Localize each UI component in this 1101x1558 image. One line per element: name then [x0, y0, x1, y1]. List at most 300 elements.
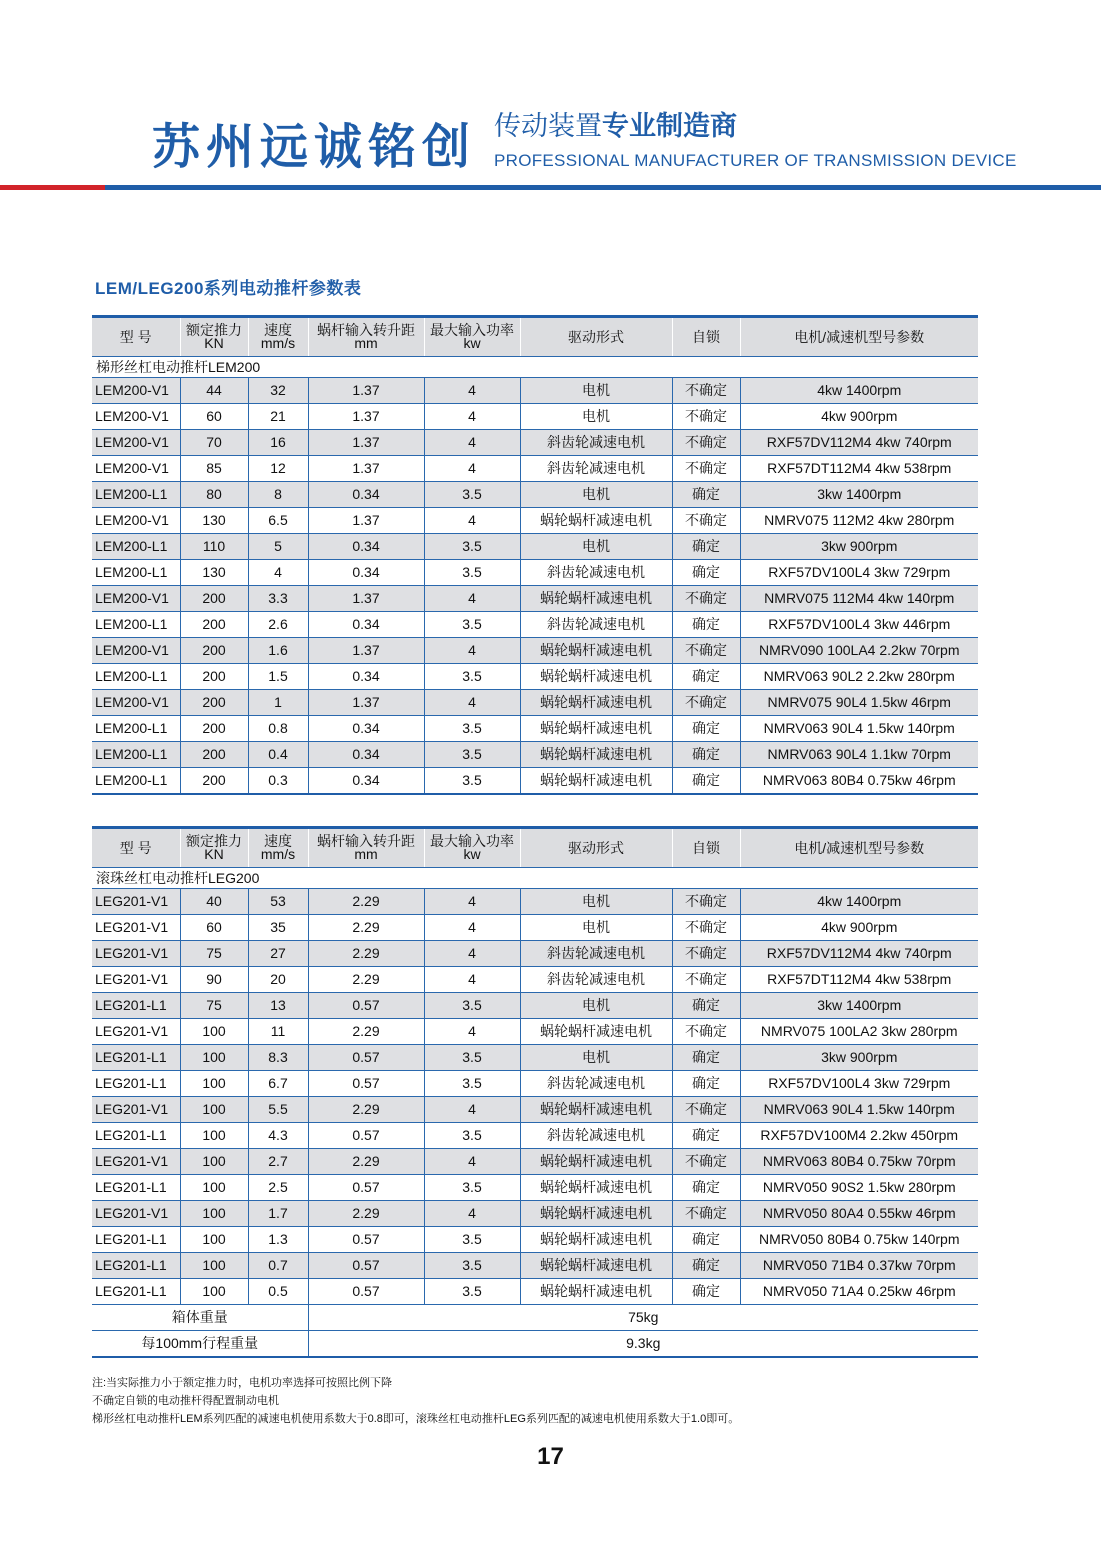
- table-cell: 0.7: [248, 1253, 308, 1279]
- table-cell: 2.29: [308, 1149, 424, 1175]
- table-cell: 电机: [520, 889, 672, 915]
- table-cell: NMRV075 90L4 1.5kw 46rpm: [740, 690, 978, 716]
- table-row: [92, 1253, 978, 1279]
- table-cell: 4: [424, 456, 520, 482]
- group-label: 梯形丝杠电动推杆LEM200: [92, 357, 978, 378]
- column-header-unit: KN: [204, 846, 224, 862]
- table-cell: 电机: [520, 404, 672, 430]
- table-cell: 4: [424, 889, 520, 915]
- table-cell: 2.29: [308, 1019, 424, 1045]
- column-header: [92, 829, 180, 868]
- table-cell: 2.29: [308, 889, 424, 915]
- table-cell: RXF57DT112M4 4kw 538rpm: [740, 456, 978, 482]
- table-cell: 确定: [672, 1253, 740, 1279]
- tagline-en: PROFESSIONAL MANUFACTURER OF TRANSMISSION DEVICE: [494, 151, 1017, 170]
- table-cell: 不确定: [672, 508, 740, 534]
- column-header: [672, 318, 740, 357]
- column-header-label: 型 号: [119, 328, 152, 345]
- table-row: [92, 1201, 978, 1227]
- table-cell: NMRV050 80A4 0.55kw 46rpm: [740, 1201, 978, 1227]
- table-cell: 斜齿轮减速电机: [520, 456, 672, 482]
- table-cell: 200: [180, 690, 248, 716]
- table-cell: 确定: [672, 1279, 740, 1305]
- table-cell: 2.29: [308, 1201, 424, 1227]
- column-header-unit: kw: [463, 846, 481, 862]
- table-row: [92, 915, 978, 941]
- table-cell: NMRV063 80B4 0.75kw 46rpm: [740, 768, 978, 795]
- column-header: [740, 829, 978, 868]
- table-cell: 1.5: [248, 664, 308, 690]
- column-header: [520, 829, 672, 868]
- table-cell: 电机: [520, 993, 672, 1019]
- table-cell: LEG201-L1: [92, 993, 180, 1019]
- table-cell: 2.5: [248, 1175, 308, 1201]
- table-row: [92, 586, 978, 612]
- table-cell: 0.57: [308, 1045, 424, 1071]
- table-cell: 11: [248, 1019, 308, 1045]
- table-cell: 蜗轮蜗杆减速电机: [520, 1279, 672, 1305]
- table-cell: 不确定: [672, 915, 740, 941]
- column-header-label: 额定推力: [186, 322, 242, 338]
- table-cell: NMRV050 80B4 0.75kw 140rpm: [740, 1227, 978, 1253]
- table-cell: 斜齿轮减速电机: [520, 612, 672, 638]
- table-cell: 53: [248, 889, 308, 915]
- table-row: [92, 1175, 978, 1201]
- table-cell: LEM200-L1: [92, 560, 180, 586]
- table-cell: 8: [248, 482, 308, 508]
- table-cell: 蜗轮蜗杆减速电机: [520, 742, 672, 768]
- table-cell: 确定: [672, 1175, 740, 1201]
- table-cell: 1.37: [308, 404, 424, 430]
- table-cell: 200: [180, 664, 248, 690]
- table-cell: 电机: [520, 482, 672, 508]
- table-cell: 3.5: [424, 768, 520, 795]
- table-cell: 1.37: [308, 456, 424, 482]
- column-header-label: 蜗杆输入转升距: [317, 833, 415, 849]
- table-cell: 3.5: [424, 1279, 520, 1305]
- table-cell: RXF57DV100M4 2.2kw 450rpm: [740, 1123, 978, 1149]
- table-cell: 3.5: [424, 716, 520, 742]
- table-cell: 3.5: [424, 993, 520, 1019]
- table-cell: 3.5: [424, 560, 520, 586]
- table-cell: 1: [248, 690, 308, 716]
- table-row: [92, 560, 978, 586]
- note-line: 注:当实际推力小于额定推力时，电机功率选择可按照比例下降: [92, 1377, 393, 1389]
- table-cell: 电机: [520, 1045, 672, 1071]
- footnotes: [92, 1374, 739, 1428]
- table-row: [92, 612, 978, 638]
- table-row: [92, 889, 978, 915]
- table-cell: 0.34: [308, 560, 424, 586]
- table-cell: 不确定: [672, 456, 740, 482]
- table-row: [92, 941, 978, 967]
- table-row: [92, 456, 978, 482]
- table-cell: NMRV090 100LA4 2.2kw 70rpm: [740, 638, 978, 664]
- table-cell: NMRV050 71A4 0.25kw 46rpm: [740, 1279, 978, 1305]
- column-header-unit: mm: [354, 846, 378, 862]
- table-cell: 3kw 900rpm: [740, 1045, 978, 1071]
- table-cell: 35: [248, 915, 308, 941]
- table-cell: LEM200-V1: [92, 586, 180, 612]
- table-cell: LEG201-V1: [92, 1019, 180, 1045]
- table-cell: 4kw 1400rpm: [740, 378, 978, 404]
- column-header: [180, 829, 248, 868]
- column-header-label: 驱动形式: [568, 328, 624, 345]
- table-row: [92, 664, 978, 690]
- table-cell: 3.5: [424, 482, 520, 508]
- table-cell: 蜗轮蜗杆减速电机: [520, 508, 672, 534]
- table-cell: 3.5: [424, 1123, 520, 1149]
- table-cell: 0.3: [248, 768, 308, 795]
- table-row: [92, 690, 978, 716]
- table-cell: 12: [248, 456, 308, 482]
- table-cell: 0.57: [308, 993, 424, 1019]
- table-cell: 确定: [672, 482, 740, 508]
- table-cell: 0.57: [308, 1253, 424, 1279]
- column-header-label: 额定推力: [186, 833, 242, 849]
- table-cell: RXF57DV100L4 3kw 729rpm: [740, 1071, 978, 1097]
- table-cell: 70: [180, 430, 248, 456]
- table-cell: 4: [424, 404, 520, 430]
- table-cell: 110: [180, 534, 248, 560]
- table-cell: 21: [248, 404, 308, 430]
- tagline-light: 传动装置: [494, 111, 602, 141]
- table-cell: LEM200-L1: [92, 716, 180, 742]
- column-header-unit: mm: [354, 335, 378, 351]
- table-cell: 100: [180, 1201, 248, 1227]
- table-cell: 不确定: [672, 638, 740, 664]
- table-cell: LEG201-V1: [92, 941, 180, 967]
- table-cell: 不确定: [672, 967, 740, 993]
- table-cell: NMRV063 90L4 1.5kw 140rpm: [740, 1097, 978, 1123]
- column-header-label: 速度: [264, 833, 292, 849]
- table-cell: RXF57DV112M4 4kw 740rpm: [740, 430, 978, 456]
- table-cell: 0.34: [308, 768, 424, 795]
- section-title: LEM/LEG200系列电动推杆参数表: [95, 279, 362, 298]
- table-cell: 蜗轮蜗杆减速电机: [520, 1175, 672, 1201]
- table-cell: 40: [180, 889, 248, 915]
- table-cell: 4: [424, 941, 520, 967]
- table-cell: 100: [180, 1123, 248, 1149]
- table-cell: 4: [424, 1149, 520, 1175]
- column-header: [248, 318, 308, 357]
- column-header-label: 速度: [264, 322, 292, 338]
- table-cell: LEM200-V1: [92, 430, 180, 456]
- table-cell: LEM200-L1: [92, 482, 180, 508]
- table-cell: 85: [180, 456, 248, 482]
- table-cell: 3kw 1400rpm: [740, 482, 978, 508]
- table-cell: 27: [248, 941, 308, 967]
- table-cell: LEM200-V1: [92, 378, 180, 404]
- table-cell: LEG201-V1: [92, 889, 180, 915]
- table-cell: 0.57: [308, 1175, 424, 1201]
- table-cell: 100: [180, 1149, 248, 1175]
- table-cell: LEG201-L1: [92, 1071, 180, 1097]
- column-header-label: 自锁: [692, 839, 720, 856]
- table-cell: LEM200-L1: [92, 534, 180, 560]
- table-cell: LEM200-V1: [92, 690, 180, 716]
- table-cell: 100: [180, 1019, 248, 1045]
- table-cell: 斜齿轮减速电机: [520, 1071, 672, 1097]
- table-cell: 130: [180, 508, 248, 534]
- page-header: [0, 0, 1101, 200]
- column-header-label: 驱动形式: [568, 839, 624, 856]
- table-cell: 0.57: [308, 1071, 424, 1097]
- table-row: [92, 993, 978, 1019]
- column-header-unit: KN: [204, 335, 224, 351]
- table-cell: 4: [424, 508, 520, 534]
- table-cell: 斜齿轮减速电机: [520, 967, 672, 993]
- table-cell: 确定: [672, 993, 740, 1019]
- column-header: [740, 318, 978, 357]
- table-row: [92, 1097, 978, 1123]
- table-cell: 蜗轮蜗杆减速电机: [520, 1253, 672, 1279]
- table-cell: 4: [424, 378, 520, 404]
- table-cell: 斜齿轮减速电机: [520, 430, 672, 456]
- table-cell: LEG201-L1: [92, 1227, 180, 1253]
- table-row: [92, 1045, 978, 1071]
- table-cell: 0.34: [308, 534, 424, 560]
- table-cell: 3.5: [424, 742, 520, 768]
- table-cell: 130: [180, 560, 248, 586]
- table-cell: 75: [180, 993, 248, 1019]
- table-cell: 100: [180, 1279, 248, 1305]
- table-cell: 不确定: [672, 586, 740, 612]
- table-cell: 1.37: [308, 378, 424, 404]
- column-header: [520, 318, 672, 357]
- table-cell: 0.34: [308, 716, 424, 742]
- table-cell: LEG201-L1: [92, 1123, 180, 1149]
- table-cell: 200: [180, 768, 248, 795]
- table-row: [92, 1123, 978, 1149]
- table-cell: 电机: [520, 534, 672, 560]
- table-cell: 蜗轮蜗杆减速电机: [520, 638, 672, 664]
- table-row: [92, 378, 978, 404]
- table-cell: 2.29: [308, 1097, 424, 1123]
- table-cell: 电机: [520, 378, 672, 404]
- column-header: [180, 318, 248, 357]
- column-header-unit: kw: [463, 335, 481, 351]
- group-label: 滚珠丝杠电动推杆LEG200: [92, 868, 978, 889]
- table-row: [92, 1149, 978, 1175]
- table-cell: NMRV075 112M4 4kw 140rpm: [740, 586, 978, 612]
- table-row: [92, 1279, 978, 1305]
- table-cell: LEM200-V1: [92, 508, 180, 534]
- table-cell: 4: [424, 1019, 520, 1045]
- table-cell: 4kw 900rpm: [740, 915, 978, 941]
- column-header: [92, 318, 180, 357]
- table-cell: 0.34: [308, 664, 424, 690]
- summary-row: [92, 1331, 978, 1358]
- lem200-spec-table: [92, 315, 978, 795]
- table-cell: 确定: [672, 612, 740, 638]
- table-cell: 确定: [672, 1123, 740, 1149]
- table-cell: 3kw 1400rpm: [740, 993, 978, 1019]
- table-cell: 3.5: [424, 1071, 520, 1097]
- table-cell: 3.5: [424, 1175, 520, 1201]
- table-cell: 不确定: [672, 430, 740, 456]
- table-cell: 确定: [672, 560, 740, 586]
- company-name: 苏州远诚铭创: [152, 119, 477, 175]
- header-row: [92, 318, 978, 357]
- table-row: [92, 534, 978, 560]
- table-cell: 1.7: [248, 1201, 308, 1227]
- table-cell: 20: [248, 967, 308, 993]
- table-cell: 6.5: [248, 508, 308, 534]
- table-cell: 蜗轮蜗杆减速电机: [520, 664, 672, 690]
- table-cell: 斜齿轮减速电机: [520, 560, 672, 586]
- table-cell: 蜗轮蜗杆减速电机: [520, 690, 672, 716]
- table-cell: 不确定: [672, 1149, 740, 1175]
- table-cell: 蜗轮蜗杆减速电机: [520, 1097, 672, 1123]
- table-cell: 200: [180, 638, 248, 664]
- table-cell: 3.5: [424, 1253, 520, 1279]
- table-cell: NMRV063 90L4 1.5kw 140rpm: [740, 716, 978, 742]
- table-cell: NMRV063 80B4 0.75kw 70rpm: [740, 1149, 978, 1175]
- table-row: [92, 1071, 978, 1097]
- table-cell: 4: [424, 638, 520, 664]
- table-cell: NMRV050 90S2 1.5kw 280rpm: [740, 1175, 978, 1201]
- table-cell: LEM200-V1: [92, 638, 180, 664]
- table-row: [92, 716, 978, 742]
- table-cell: 2.29: [308, 915, 424, 941]
- table-cell: 不确定: [672, 1201, 740, 1227]
- table-cell: RXF57DV100L4 3kw 446rpm: [740, 612, 978, 638]
- table-cell: 0.34: [308, 742, 424, 768]
- tagline-cn: [494, 104, 737, 143]
- note-line: 梯形丝杠电动推杆LEM系列匹配的减速电机使用系数大于0.8即可，滚珠丝杠电动推杆LEG系列匹配的减速电机使用系数大于1.0即可。: [92, 1413, 740, 1425]
- table-cell: 确定: [672, 534, 740, 560]
- table-cell: 4: [424, 915, 520, 941]
- column-header-label: 最大输入功率: [430, 322, 514, 338]
- table-cell: LEM200-L1: [92, 742, 180, 768]
- table-cell: 4kw 900rpm: [740, 404, 978, 430]
- table-cell: 蜗轮蜗杆减速电机: [520, 1201, 672, 1227]
- table-row: [92, 742, 978, 768]
- table-cell: RXF57DV112M4 4kw 740rpm: [740, 941, 978, 967]
- column-header-label: 蜗杆输入转升距: [317, 322, 415, 338]
- table-row: [92, 404, 978, 430]
- table-row: [92, 1019, 978, 1045]
- table-cell: 3.5: [424, 664, 520, 690]
- table-cell: 44: [180, 378, 248, 404]
- header-rule-blue: [105, 185, 1101, 190]
- table-cell: 3.5: [424, 1045, 520, 1071]
- table-row: [92, 638, 978, 664]
- table-cell: 蜗轮蜗杆减速电机: [520, 716, 672, 742]
- table-cell: 4: [424, 967, 520, 993]
- column-header: [424, 318, 520, 357]
- leg200-spec-table: [92, 826, 978, 1358]
- table-cell: 蜗轮蜗杆减速电机: [520, 1227, 672, 1253]
- table-row: [92, 508, 978, 534]
- table-cell: 0.34: [308, 482, 424, 508]
- table-row: [92, 967, 978, 993]
- table-cell: 0.57: [308, 1123, 424, 1149]
- table-cell: 4: [424, 1201, 520, 1227]
- table-cell: LEG201-L1: [92, 1045, 180, 1071]
- table-cell: 确定: [672, 768, 740, 795]
- table-cell: 6.7: [248, 1071, 308, 1097]
- table-cell: 不确定: [672, 1097, 740, 1123]
- header-row: [92, 829, 978, 868]
- group-row: [92, 357, 978, 378]
- table-cell: 0.34: [308, 612, 424, 638]
- table-cell: LEM200-L1: [92, 768, 180, 795]
- table-cell: LEG201-V1: [92, 915, 180, 941]
- table-cell: 4kw 1400rpm: [740, 889, 978, 915]
- table-cell: 100: [180, 1097, 248, 1123]
- table-cell: 确定: [672, 1071, 740, 1097]
- table-row: [92, 768, 978, 795]
- table-cell: 4: [424, 586, 520, 612]
- table-cell: 不确定: [672, 941, 740, 967]
- table-cell: RXF57DV100L4 3kw 729rpm: [740, 560, 978, 586]
- group-row: [92, 868, 978, 889]
- table-cell: 蜗轮蜗杆减速电机: [520, 768, 672, 795]
- table-cell: 4.3: [248, 1123, 308, 1149]
- table-cell: 3.5: [424, 1227, 520, 1253]
- column-header: [248, 829, 308, 868]
- table-cell: 5: [248, 534, 308, 560]
- table-cell: NMRV075 100LA2 3kw 280rpm: [740, 1019, 978, 1045]
- table-cell: LEM200-V1: [92, 404, 180, 430]
- table-cell: 1.37: [308, 690, 424, 716]
- table-cell: 100: [180, 1175, 248, 1201]
- table-cell: LEM200-V1: [92, 456, 180, 482]
- table-cell: 蜗轮蜗杆减速电机: [520, 586, 672, 612]
- table-cell: 60: [180, 404, 248, 430]
- table-cell: 0.8: [248, 716, 308, 742]
- table-cell: NMRV063 90L4 1.1kw 70rpm: [740, 742, 978, 768]
- note-line: 不确定自锁的电动推杆得配置制动电机: [92, 1395, 279, 1407]
- column-header-label: 电机/减速机型号参数: [794, 328, 925, 345]
- table-cell: 确定: [672, 664, 740, 690]
- table-cell: 4: [424, 1097, 520, 1123]
- table-cell: 电机: [520, 915, 672, 941]
- table-cell: 200: [180, 612, 248, 638]
- table-cell: 不确定: [672, 1019, 740, 1045]
- column-header: [424, 829, 520, 868]
- table-cell: 1.37: [308, 430, 424, 456]
- table-cell: 斜齿轮减速电机: [520, 1123, 672, 1149]
- table-cell: LEG201-L1: [92, 1279, 180, 1305]
- table-cell: LEG201-V1: [92, 1201, 180, 1227]
- table-cell: 3.5: [424, 612, 520, 638]
- table-cell: 蜗轮蜗杆减速电机: [520, 1019, 672, 1045]
- header-rule-red: [0, 185, 105, 190]
- table-cell: 200: [180, 716, 248, 742]
- table-cell: NMRV063 90L2 2.2kw 280rpm: [740, 664, 978, 690]
- table-cell: 90: [180, 967, 248, 993]
- table-cell: 蜗轮蜗杆减速电机: [520, 1149, 672, 1175]
- summary-value: 75kg: [308, 1305, 978, 1331]
- table-cell: 13: [248, 993, 308, 1019]
- table-cell: 16: [248, 430, 308, 456]
- table-cell: NMRV050 71B4 0.37kw 70rpm: [740, 1253, 978, 1279]
- column-header: [672, 829, 740, 868]
- summary-row: [92, 1305, 978, 1331]
- column-header: [308, 829, 424, 868]
- table-cell: 100: [180, 1045, 248, 1071]
- table-cell: 确定: [672, 1045, 740, 1071]
- table-cell: 32: [248, 378, 308, 404]
- table-cell: LEG201-L1: [92, 1175, 180, 1201]
- summary-value: 9.3kg: [308, 1331, 978, 1358]
- table-cell: LEG201-V1: [92, 1149, 180, 1175]
- summary-label: 箱体重量: [92, 1305, 308, 1331]
- table-cell: 不确定: [672, 378, 740, 404]
